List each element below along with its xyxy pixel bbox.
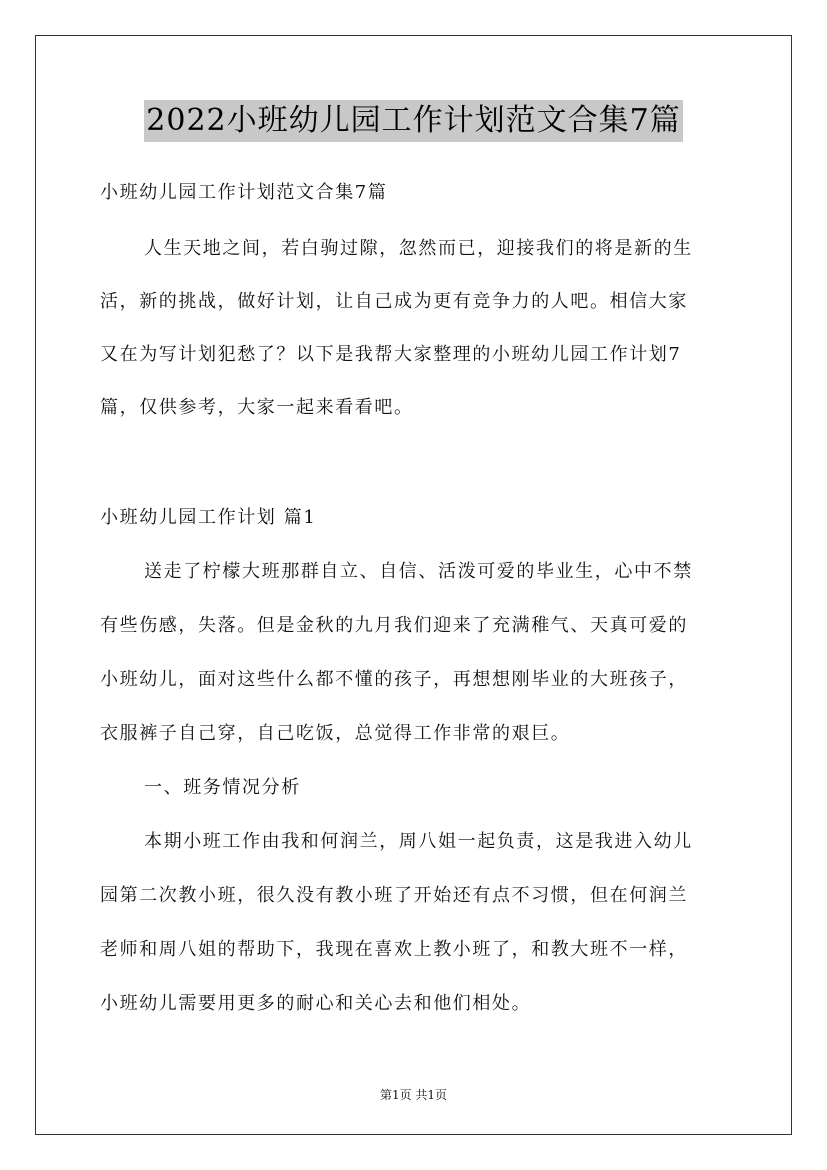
intro-line-3: 又在为写计划犯愁了？以下是我帮大家整理的小班幼儿园工作计划7	[100, 344, 682, 365]
intro-line-2: 活，新的挑战，做好计划，让自己成为更有竞争力的人吧。相信大家	[100, 291, 688, 312]
intro-line-1: 人生天地之间，若白驹过隙，忽然而已，迎接我们的将是新的生	[144, 238, 693, 259]
document-title: 2022小班幼儿园工作计划范文合集7篇	[144, 100, 682, 142]
para2-line-1: 本期小班工作由我和何润兰，周八姐一起负责，这是我进入幼儿	[144, 831, 693, 852]
title-container	[0, 100, 827, 142]
section-heading: 小班幼儿园工作计划 篇1	[100, 507, 317, 528]
para1-line-3: 小班幼儿，面对这些什么都不懂的孩子，再想想刚毕业的大班孩子，	[100, 669, 688, 690]
para2-line-3: 老师和周八姐的帮助下，我现在喜欢上教小班了，和教大班不一样，	[100, 939, 688, 960]
intro-line-4: 篇，仅供参考，大家一起来看看吧。	[100, 397, 414, 418]
para2-line-2: 园第二次教小班，很久没有教小班了开始还有点不习惯，但在何润兰	[100, 885, 688, 906]
para2-line-4: 小班幼儿需要用更多的耐心和关心去和他们相处。	[100, 993, 532, 1014]
para1-line-1: 送走了柠檬大班那群自立、自信、活泼可爱的毕业生，心中不禁	[144, 561, 693, 582]
document-subtitle: 小班幼儿园工作计划范文合集7篇	[100, 182, 388, 203]
page-footer: 第1页 共1页	[379, 1088, 448, 1102]
para1-line-4: 衣服裤子自己穿，自己吃饭，总觉得工作非常的艰巨。	[100, 723, 571, 744]
subheading: 一、班务情况分析	[144, 777, 301, 798]
para1-line-2: 有些伤感，失落。但是金秋的九月我们迎来了充满稚气、天真可爱的	[100, 615, 688, 636]
